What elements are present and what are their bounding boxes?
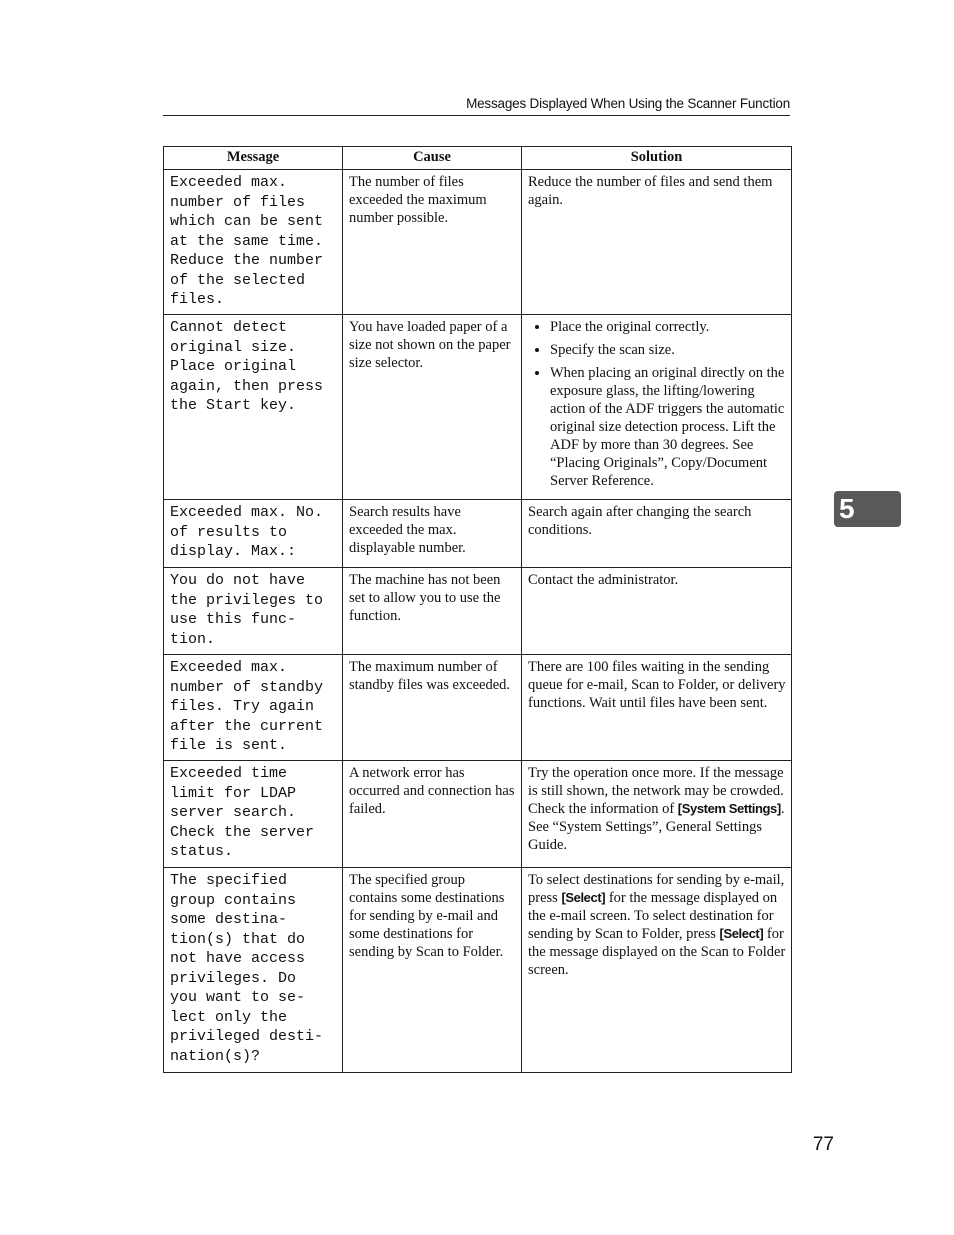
solution-text: for the message displayed on the e-mail screen. To select destination for sending by Scan to Folder, press — [528, 890, 778, 942]
table-header-row — [164, 147, 792, 170]
solution-cell: Reduce the number of files and send them again. — [522, 170, 792, 315]
cause-cell: The machine has not been set to allow you to use the function. — [343, 568, 522, 655]
list-item: • Place the original correctly. — [550, 318, 786, 336]
message-cell: Exceeded max. number of files which can be sent at the same time. Reduce the number of the selected files. — [164, 170, 343, 315]
table-row — [164, 568, 792, 655]
cause-cell: The number of files exceeded the maximum number possible. — [343, 170, 522, 315]
cause-cell: The specified group contains some destinations for sending by e-mail and some destinations for sending by Scan to Folder. — [343, 868, 522, 1073]
column-header-solution: Solution — [522, 147, 792, 170]
select-key-label: [Select] — [719, 926, 764, 941]
chapter-tab: 5 — [834, 491, 901, 527]
table-row — [164, 655, 792, 761]
solution-text: To select destinations for sending by e-mail, press — [528, 872, 785, 906]
table-row — [164, 170, 792, 315]
cause-cell: You have loaded paper of a size not shown on the paper size selector. — [343, 315, 522, 500]
page-number: 77 — [812, 1134, 834, 1155]
column-header-message: Message — [164, 147, 343, 170]
solution-cell: There are 100 files waiting in the sending queue for e-mail, Scan to Folder, or delivery functions. Wait until files have been sent. — [522, 655, 792, 761]
solution-text: . See “System Settings”, General Settings Guide. — [528, 801, 785, 853]
table-row — [164, 868, 792, 1073]
solution-cell — [522, 868, 792, 1073]
list-item: • When placing an original directly on the exposure glass, the lifting/lowering action of the ADF triggers the automatic original size detection process. Lift the ADF by more than 30 degrees. See “Placing Originals”, Copy/Document Server Reference. — [550, 364, 786, 490]
message-cell: You do not have the privileges to use this func- tion. — [164, 568, 343, 655]
solution-cell: Search again after changing the search conditions. — [522, 500, 792, 568]
message-cell: Exceeded time limit for LDAP server search. Check the server status. — [164, 761, 343, 868]
system-settings-key-label: [System Settings] — [677, 801, 781, 816]
cause-cell: The maximum number of standby files was exceeded. — [343, 655, 522, 761]
solution-text: Try the operation once more. If the message is still shown, the network may be crowded. Check the information of — [528, 765, 784, 817]
solution-cell: Contact the administrator. — [522, 568, 792, 655]
cause-cell: Search results have exceeded the max. displayable number. — [343, 500, 522, 568]
message-cell: The specified group contains some destina- tion(s) that do not have access privileges. Do you want to se- lect only the privileged desti- nation(s)? — [164, 868, 343, 1073]
solution-cell — [522, 315, 792, 500]
cause-cell: A network error has occurred and connection has failed. — [343, 761, 522, 868]
message-table — [163, 146, 792, 1073]
list-item: • Specify the scan size. — [550, 341, 786, 359]
solution-cell — [522, 761, 792, 868]
column-header-cause: Cause — [343, 147, 522, 170]
message-cell: Exceeded max. number of standby files. Try again after the current file is sent. — [164, 655, 343, 761]
running-header: Messages Displayed When Using the Scanner Function — [163, 96, 790, 116]
select-key-label: [Select] — [561, 890, 606, 905]
solution-text: for the message displayed on the Scan to Folder screen. — [528, 926, 786, 978]
message-cell: Exceeded max. No. of results to display. Max.: — [164, 500, 343, 568]
table-row — [164, 761, 792, 868]
table-row — [164, 500, 792, 568]
message-cell: Cannot detect original size. Place original again, then press the Start key. — [164, 315, 343, 500]
solution-bullet-list — [528, 318, 786, 490]
table-row — [164, 315, 792, 500]
